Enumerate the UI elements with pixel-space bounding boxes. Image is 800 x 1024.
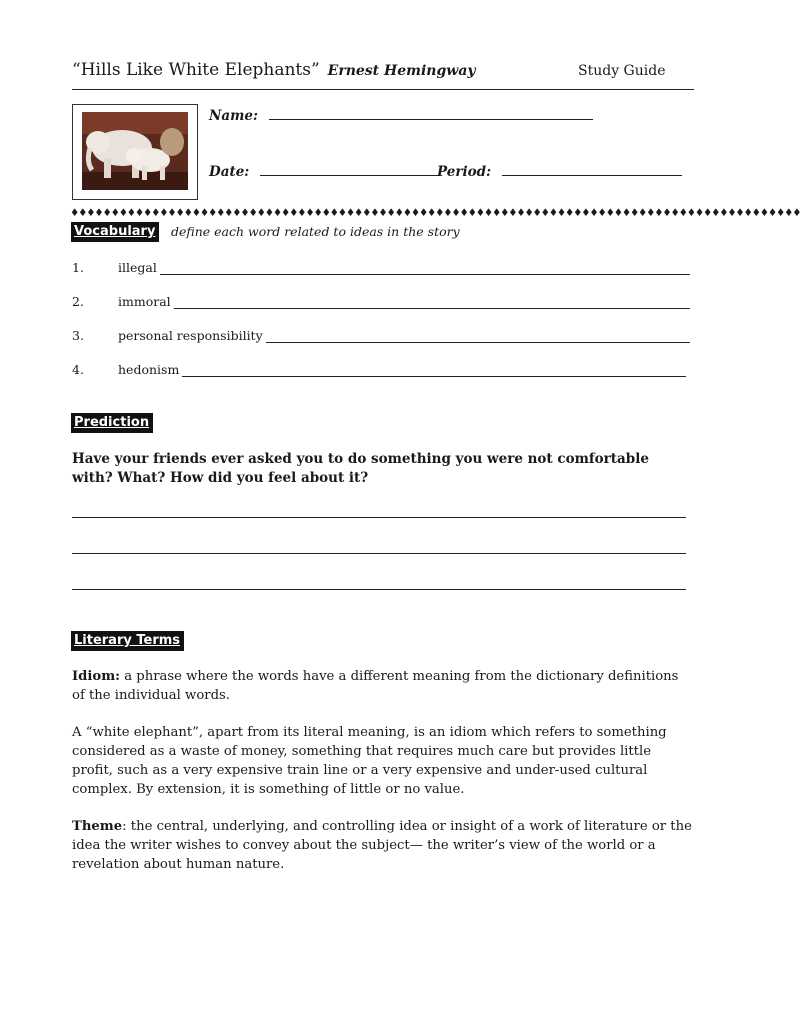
date-field[interactable] [209, 163, 440, 180]
vocab-word: personal responsibility [118, 328, 263, 343]
theme-definition [72, 817, 694, 874]
elephant-photo-frame [72, 104, 198, 200]
vocab-word: immoral [118, 294, 171, 309]
theme-text: : the central, underlying, and controlling idea or insight of a work of literature or the idea the writer wishes to convey about the subject— the writer’s view of the world or a revelation about human nature. [72, 819, 692, 872]
idiom-text: a phrase where the words have a different meaning from the dictionary definitions of the individual words. [72, 669, 679, 703]
period-blank[interactable] [502, 163, 682, 176]
vocab-word: hedonism [118, 362, 180, 377]
study-guide-label: Study Guide [578, 63, 666, 79]
vocab-number: 4. [72, 362, 84, 377]
elephants-image [82, 112, 188, 190]
idiom-definition [72, 667, 694, 705]
period-field[interactable] [437, 163, 682, 180]
vocab-item [72, 328, 690, 343]
vocab-item [72, 362, 686, 377]
period-label: Period: [437, 164, 492, 180]
literary-terms-heading: Literary Terms [71, 631, 184, 651]
theme-term: Theme [72, 819, 123, 834]
name-blank[interactable] [269, 107, 593, 120]
date-label: Date: [209, 164, 250, 180]
answer-line[interactable] [72, 517, 686, 518]
author-name: Ernest Hemingway [327, 63, 476, 79]
vocab-blank[interactable] [174, 298, 690, 309]
date-blank[interactable] [260, 163, 440, 176]
name-field[interactable] [209, 107, 593, 124]
prediction-question: Have your friends ever asked you to do something you were not comfortable with? What? How did you feel about it? [72, 451, 649, 486]
name-label: Name: [209, 108, 258, 124]
vocab-blank[interactable] [182, 366, 686, 377]
vocab-item [72, 260, 690, 275]
vocab-item [72, 294, 690, 309]
vocabulary-instruction: define each word related to ideas in the story [171, 224, 460, 239]
header-rule [72, 89, 694, 90]
story-title: “Hills Like White Elephants” [72, 60, 320, 80]
vocab-blank[interactable] [266, 332, 690, 343]
vocab-word: illegal [118, 260, 157, 275]
idiom-term: Idiom: [72, 669, 121, 684]
answer-line[interactable] [72, 589, 686, 590]
vocab-blank[interactable] [160, 264, 690, 275]
answer-line[interactable] [72, 553, 686, 554]
vocab-number: 1. [72, 260, 84, 275]
vocabulary-heading: Vocabulary [71, 222, 159, 242]
vocab-number: 2. [72, 294, 84, 309]
white-elephant-paragraph: A “white elephant”, apart from its literal meaning, is an idiom which refers to something considered as a waste of money, something that requires much care but provides little profit, such as a very expensive train line or a very expensive and under-used cultural complex. By extension, it is something of little or no value. [72, 725, 667, 797]
diamond-divider: ♦♦♦♦♦♦♦♦♦♦♦♦♦♦♦♦♦♦♦♦♦♦♦♦♦♦♦♦♦♦♦♦♦♦♦♦♦♦♦♦♦♦♦♦♦♦♦♦♦♦♦♦♦♦♦♦♦♦♦♦♦♦♦♦♦♦♦♦♦♦♦♦♦♦♦♦♦♦♦♦♦♦♦♦♦♦♦♦♦♦ [70, 207, 800, 219]
vocab-number: 3. [72, 328, 84, 343]
page-title [72, 60, 476, 80]
prediction-heading: Prediction [71, 413, 153, 433]
